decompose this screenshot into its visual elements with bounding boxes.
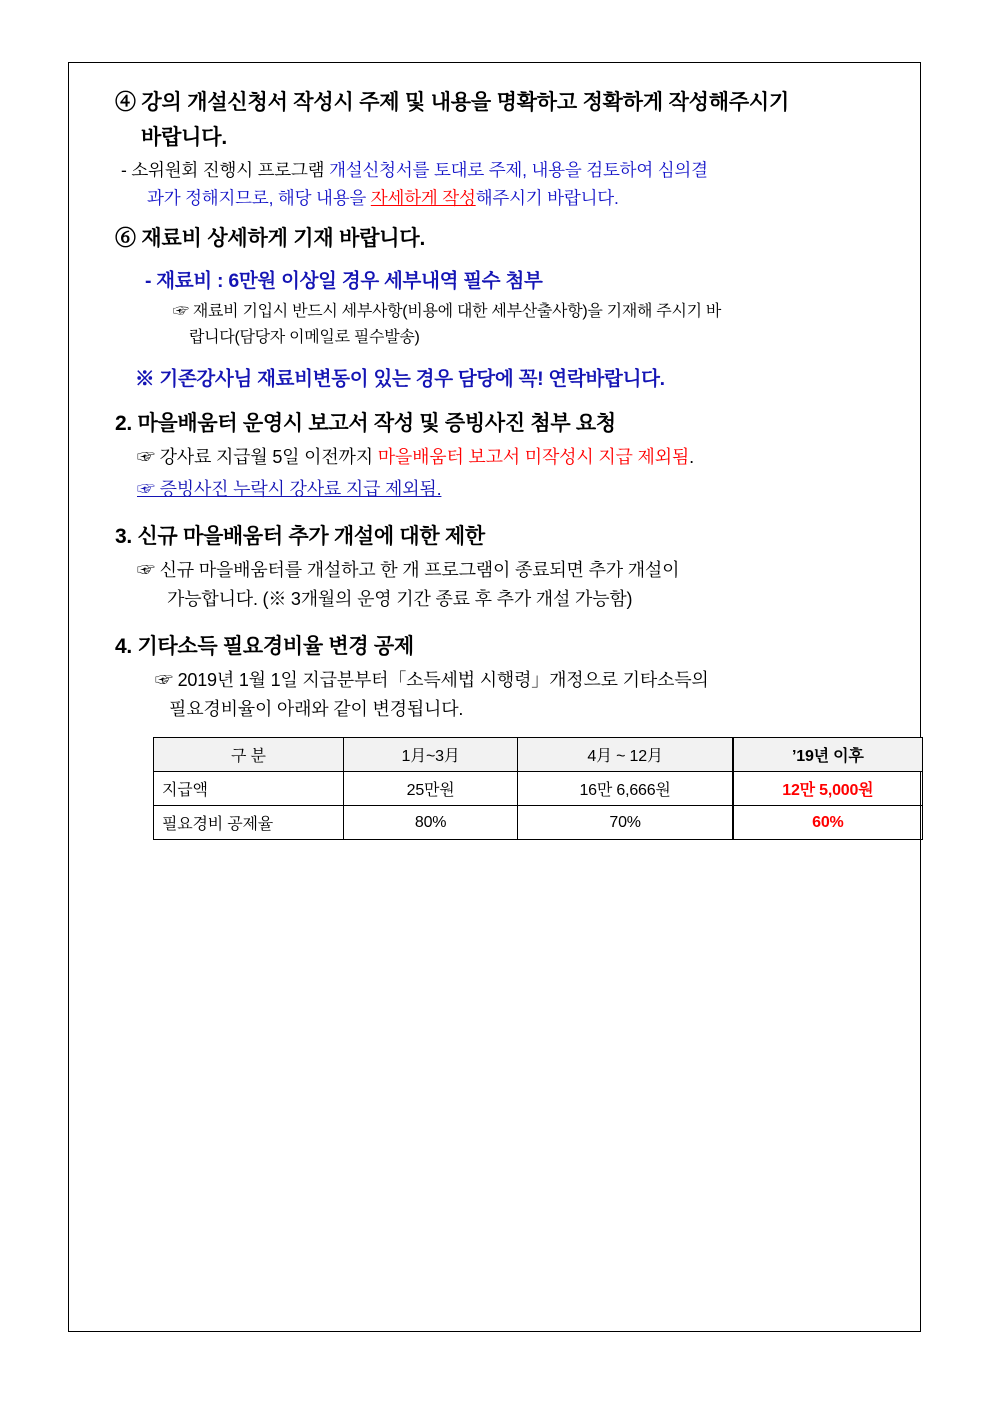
item-6-star-line: ※ 기존강사님 재료비변동이 있는 경우 담당에 꼭! 연락바랍니다. <box>135 367 665 390</box>
item-6-note-line1: ☞ 재료비 기입시 반드시 세부사항(비용에 대한 세부산출사항)을 기재해 주시기 바 <box>173 303 722 321</box>
table-header-row <box>154 738 923 772</box>
necessary-expense-rate-table <box>153 737 923 840</box>
table-header-cell-0: 구 분 <box>154 738 344 772</box>
section-3-line-1: ☞ 신규 마을배움터를 개설하고 한 개 프로그램이 종료되면 추가 개설이 <box>137 560 680 581</box>
item-4-sub-part2: 개설신청서를 토대로 주제, 내용을 검토하여 심의결 <box>329 160 708 181</box>
section-2-line-1 <box>115 443 884 472</box>
section-4-body <box>115 666 884 724</box>
document-page <box>68 62 921 1332</box>
table-row-0-value-2: 12만 5,000원 <box>733 772 923 806</box>
table-header-cell-3: ’19년 이후 <box>733 738 923 772</box>
item-4-heading-line2: 바랍니다. <box>141 125 227 149</box>
section-2-line-2 <box>115 475 884 504</box>
table-row-1-value-2: 60% <box>733 806 923 840</box>
table-row-1-value-1: 70% <box>518 806 733 840</box>
dash-marker: - <box>121 160 127 181</box>
section-2-line-2-text: ☞ 증빙사진 누락시 강사료 지급 제외됨. <box>137 479 442 500</box>
document-body <box>97 87 892 840</box>
table-row <box>154 806 923 840</box>
item-6-heading: ⑥ 재료비 상세하게 기재 바랍니다. <box>115 226 426 250</box>
section-2-heading: 2. 마을배움터 운영시 보고서 작성 및 증빙사진 첨부 요청 <box>115 411 616 435</box>
section-4-heading: 4. 기타소득 필요경비율 변경 공제 <box>115 634 414 658</box>
table-row-1-value-0: 80% <box>343 806 518 840</box>
item-4-sub-continuation <box>121 184 884 212</box>
item-4-sub-part5: 해주시기 바랍니다. <box>475 188 619 209</box>
section-2-line-1-pre: ☞ 강사료 지급월 5일 이전까지 <box>137 446 378 467</box>
section-2-line-1-post: . <box>689 446 694 467</box>
item-4-subtext <box>115 156 884 213</box>
section-2-line-1-red: 마을배움터 보고서 미작성시 지급 제외됨 <box>377 446 690 467</box>
section-3-heading: 3. 신규 마을배움터 추가 개설에 대한 제한 <box>115 525 485 549</box>
section-3-body <box>115 556 884 614</box>
item-4-heading-line1: ④ 강의 개설신청서 작성시 주제 및 내용을 명확하고 정확하게 작성해주시기 <box>115 91 790 114</box>
table-row-0-value-0: 25만원 <box>343 772 518 806</box>
item-4-sub-part3: 과가 정해지므로, 해당 내용을 <box>147 188 371 209</box>
item-6-note <box>115 299 884 350</box>
item-4-sub-part1: 소위원회 진행시 프로그램 <box>131 160 330 181</box>
table-row-0-value-1: 16만 6,666원 <box>518 772 733 806</box>
item-6-note-line2: 랍니다(담당자 이메일로 필수발송) <box>189 328 420 346</box>
section-3-line-2: 가능합니다. (※ 3개월의 운영 기간 종료 후 추가 개설 가능함) <box>167 588 633 609</box>
section-4-line-1: ☞ 2019년 1월 1일 지급분부터「소득세법 시행령」개정으로 기타소득의 <box>155 669 709 690</box>
table-row-0-label: 지급액 <box>154 772 344 806</box>
table-row <box>154 772 923 806</box>
table-row-1-label: 필요경비 공제율 <box>154 806 344 840</box>
table-header-cell-1: 1月~3月 <box>343 738 518 772</box>
table-header-cell-2: 4月 ~ 12月 <box>518 738 733 772</box>
section-4-line-2: 필요경비율이 아래와 같이 변경됩니다. <box>169 698 464 719</box>
item-4-sub-highlight: 자세하게 작성 <box>370 188 476 209</box>
item-6-blue-item: - 재료비 : 6만원 이상일 경우 세부내역 필수 첨부 <box>145 270 543 293</box>
